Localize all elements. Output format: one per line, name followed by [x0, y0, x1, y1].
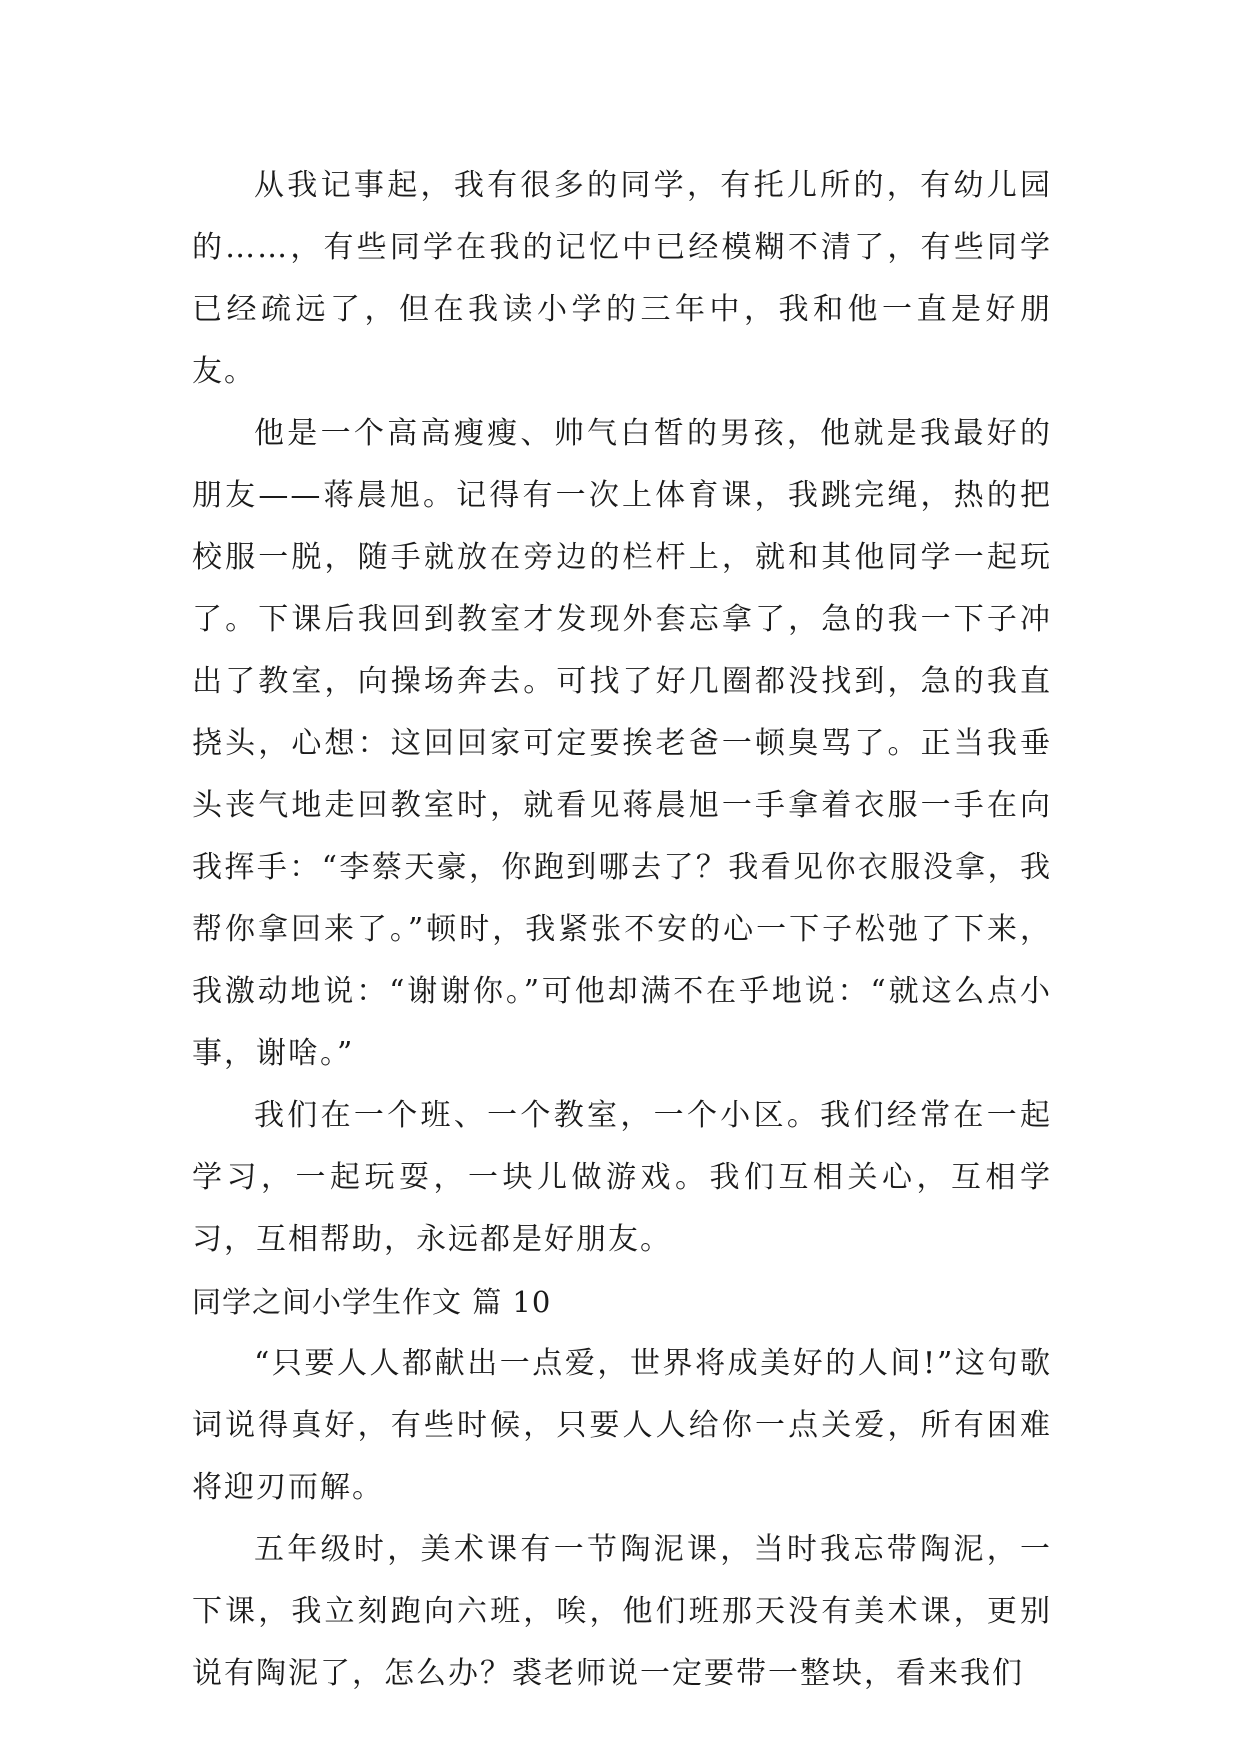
paragraph-4: “只要人人都献出一点爱，世界将成美好的人间!”这句歌词说得真好，有些时候，只要人人给你一点关爱，所有困难将迎刃而解。: [192, 1346, 1052, 1505]
paragraph-5: 五年级时，美术课有一节陶泥课，当时我忘带陶泥，一下课，我立刻跑向六班，唉，他们班那天没有美术课，更别说有陶泥了，怎么办？裘老师说一定要带一整块，看来我们: [192, 1532, 1052, 1691]
paragraph-3: 我们在一个班、一个教室，一个小区。我们经常在一起学习，一起玩耍，一块儿做游戏。我们互相关心，互相学习，互相帮助，永远都是好朋友。: [192, 1098, 1052, 1257]
paragraph-1: 从我记事起，我有很多的同学，有托儿所的，有幼儿园的……，有些同学在我的记忆中已经模糊不清了，有些同学已经疏远了，但在我读小学的三年中，我和他一直是好朋友。: [192, 168, 1052, 389]
document-body: [192, 155, 1052, 1705]
paragraph-2: 他是一个高高瘦瘦、帅气白皙的男孩，他就是我最好的朋友——蒋晨旭。记得有一次上体育课，我跳完绳，热的把校服一脱，随手就放在旁边的栏杆上，就和其他同学一起玩了。下课后我回到教室才发现外套忘拿了，急的我一下子冲出了教室，向操场奔去。可找了好几圈都没找到，急的我直挠头，心想：这回回家可定要挨老爸一顿臭骂了。正当我垂头丧气地走回教室时，就看见蒋晨旭一手拿着衣服一手在向我挥手：“李蔡天豪，你跑到哪去了？我看见你衣服没拿，我帮你拿回来了。”顿时，我紧张不安的心一下子松弛了下来，我激动地说：“谢谢你。”可他却满不在乎地说：“就这么点小事，谢啥。”: [192, 416, 1052, 1071]
section-heading: 同学之间小学生作文 篇 10: [192, 1285, 552, 1319]
